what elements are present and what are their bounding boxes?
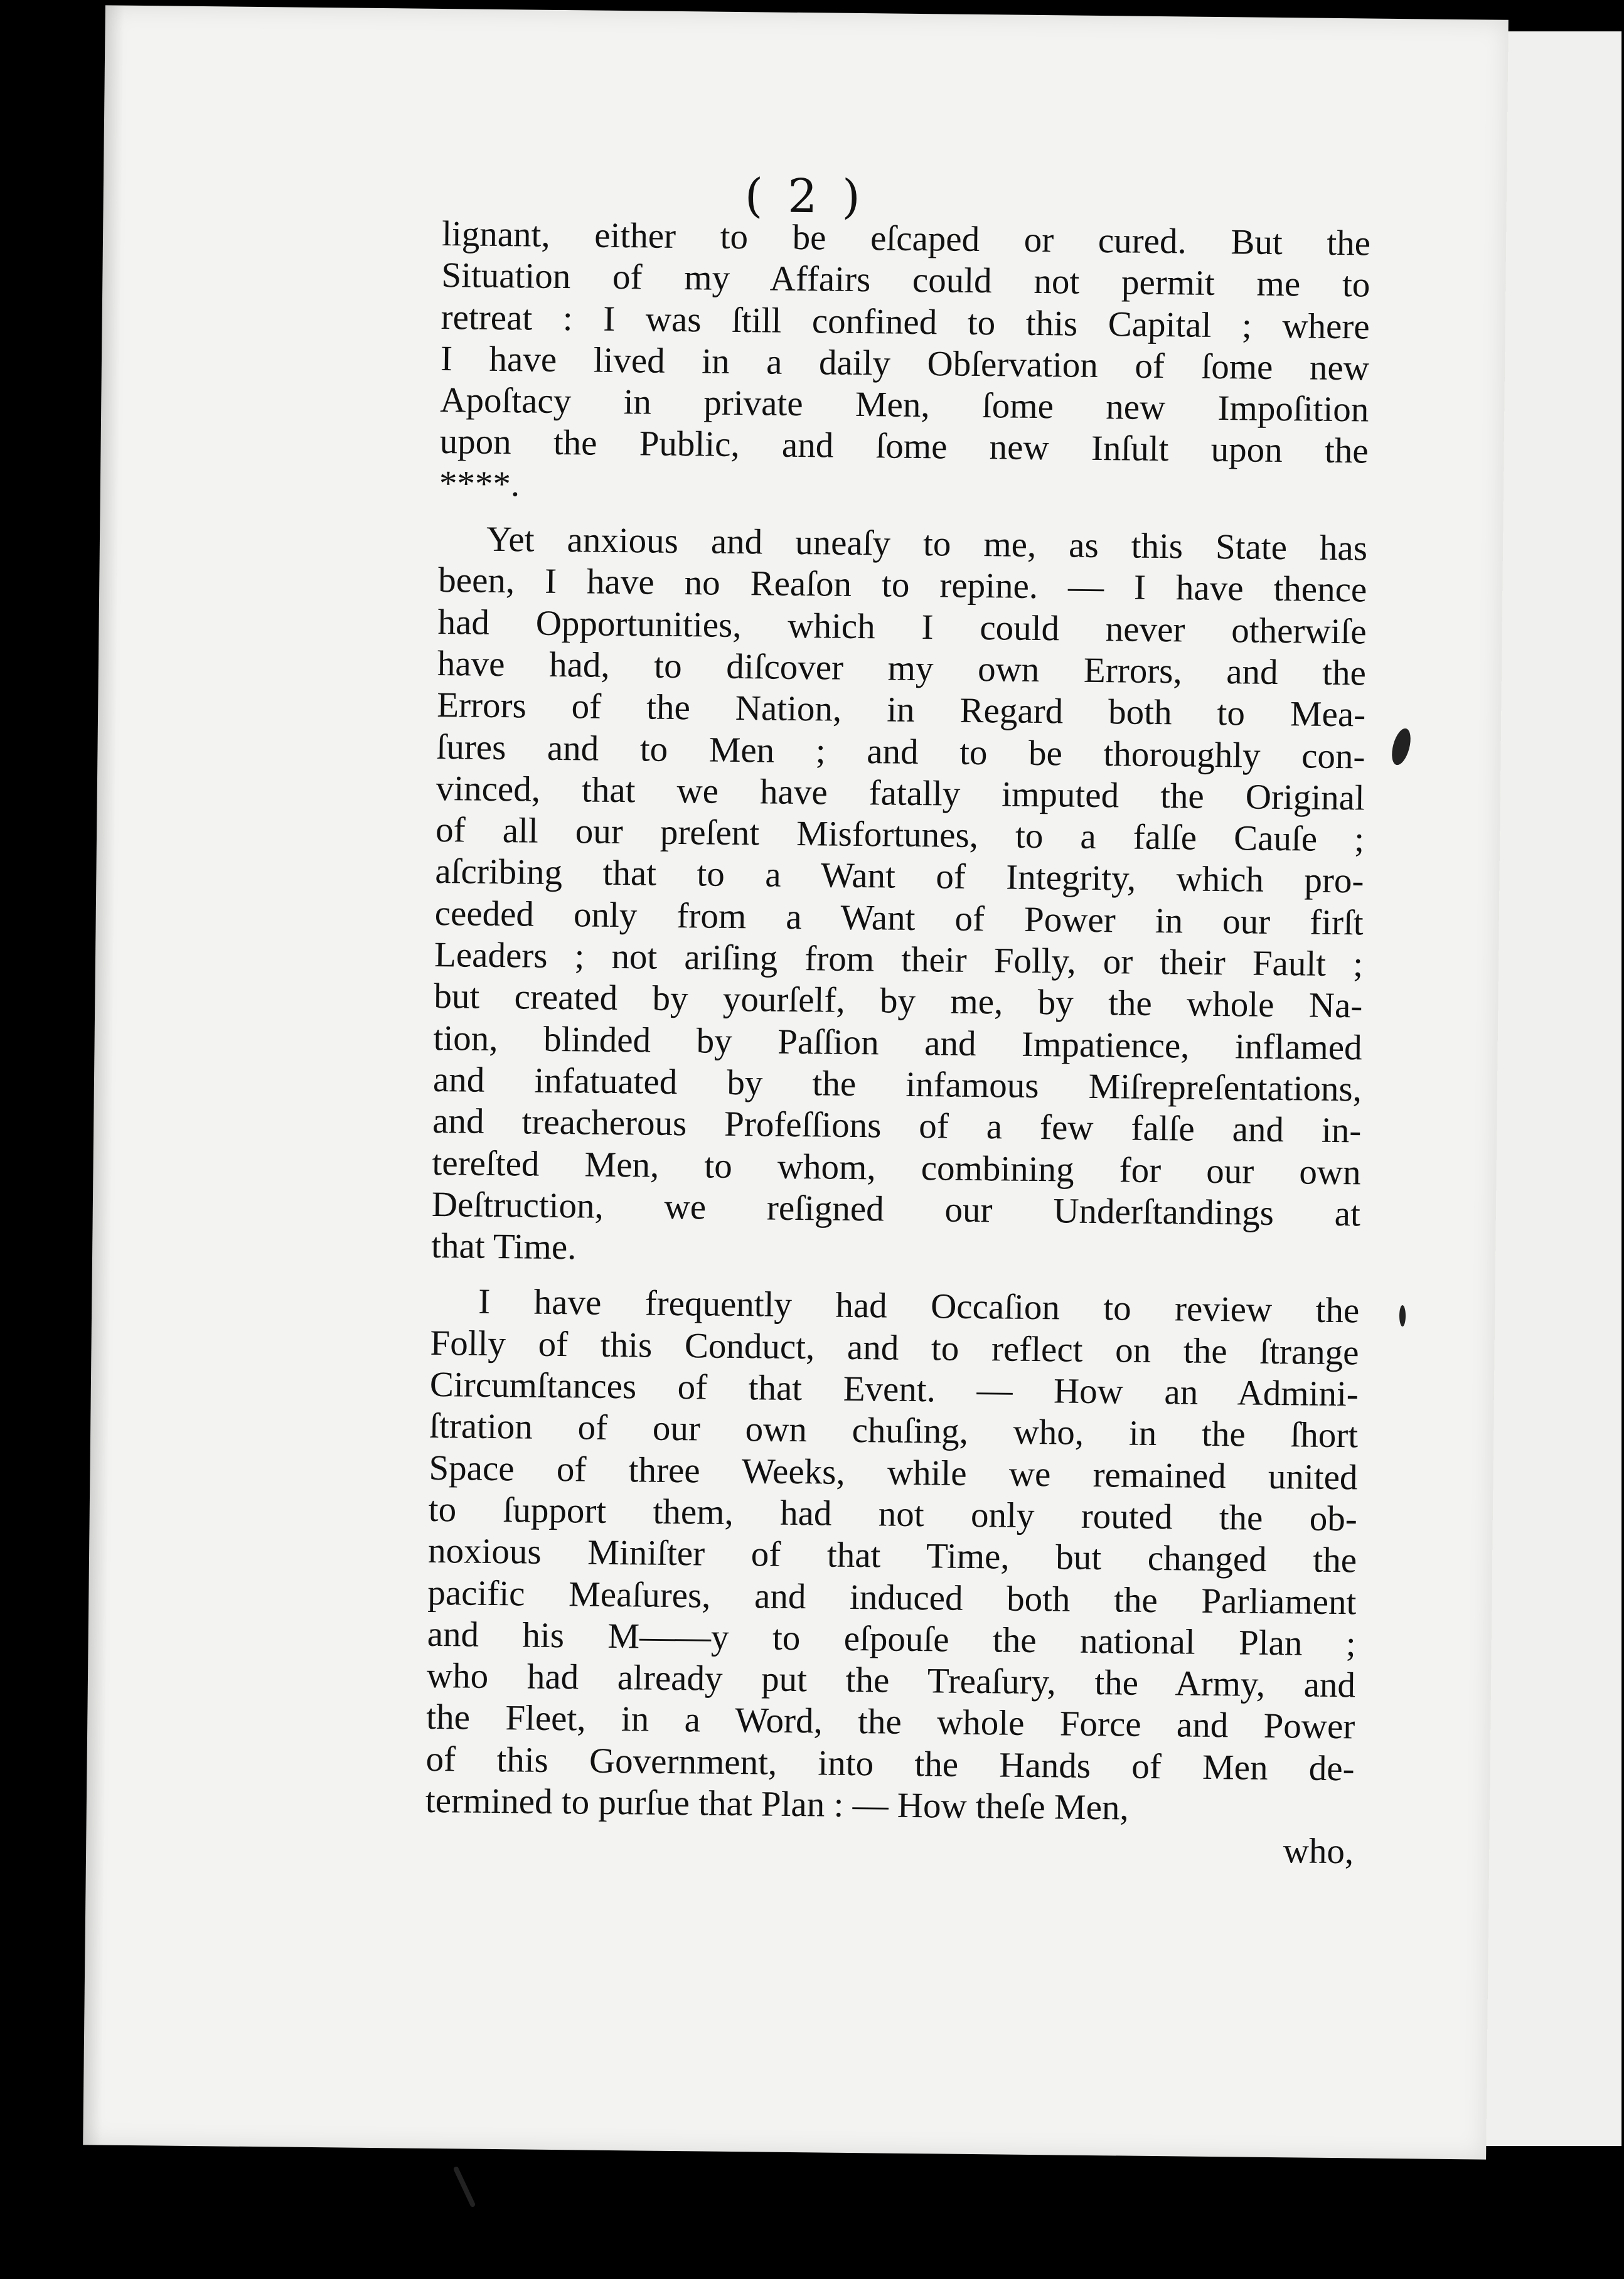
text-line: Circumſtances of that Event. — How an Admini- [429,1364,1359,1414]
text-line: aſcribing that to a Want of Integrity, which pro- [435,851,1364,901]
text-line: Yet anxious and uneaſy to me, as this State has [486,519,1368,568]
text-line: and his M——y to eſpouſe the national Plan ; [427,1614,1357,1664]
ink-speck [453,2166,476,2208]
text-line: retreat : I was ſtill confined to this Capital ; where [441,297,1370,347]
text-line: and infatuated by the infamous Miſrepreſentations, [432,1059,1362,1109]
text-line: tion, blinded by Paſſion and Impatience, inflamed [433,1018,1362,1068]
text-line: ceeded only from a Want of Power in our firſt [434,893,1364,943]
text-line: have had, to diſcover my own Errors, and the [437,643,1367,693]
text-line: Folly of this Conduct, and to reflect on the ſtrange [430,1323,1359,1373]
body-text [425,213,1370,1873]
text-line: who had already put the Treaſury, the Army, and [426,1655,1356,1705]
text-line: and treacherous Profeſſions of a few falſe and in- [432,1101,1362,1151]
text-line: to ſupport them, had not only routed the ob- [428,1489,1358,1539]
text-line: had Opportunities, which I could never otherwiſe [437,602,1367,652]
text-line: been, I have no Reaſon to repine. — I have thence [438,560,1367,610]
text-line: Errors of the Nation, in Regard both to Mea- [436,685,1366,735]
text-line: that Time. [430,1226,577,1268]
text-line: of this Government, into the Hands of Men de- [425,1739,1355,1789]
text-line: but created by yourſelf, by me, by the whole Na- [434,976,1363,1026]
text-line: Apoſtacy in private Men, ſome new Impoſition [440,380,1369,430]
text-line: vinced, that we have fatally imputed the Original [435,768,1365,818]
text-line: Space of three Weeks, while we remained united [429,1448,1358,1498]
page-number: ( 2 ) [744,169,866,225]
text-line: ſures and to Men ; and to be thoroughly con- [436,727,1365,777]
text-line: upon the Public, and ſome new Inſult upon the [439,422,1369,471]
text-line: pacific Meaſures, and induced both the Parliament [427,1572,1357,1622]
text-line: termined to purſue that Plan : — How theſe Men, [425,1780,1130,1828]
text-line: I have lived in a daily Obſervation of ſome new [440,338,1370,388]
text-line: of all our preſent Misfortunes, to a falſe Cauſe ; [435,810,1365,860]
document-page [83,5,1509,2159]
text-line: ſtration of our own chuſing, who, in the ſhort [429,1406,1359,1456]
text-line: I have frequently had Occaſion to review the [478,1282,1360,1331]
text-line: ****. [439,463,520,504]
text-line: the Fleet, in a Word, the whole Force and Power [426,1697,1355,1747]
text-line: Situation of my Affairs could not permit me to [441,255,1370,305]
ink-speck [1399,1305,1406,1326]
text-line: noxious Miniſter of that Time, but changed the [427,1531,1357,1581]
text-line: Leaders ; not ariſing from their Folly, or their Fault ; [434,935,1364,985]
catchword: who, [1283,1831,1354,1872]
text-line: lignant, either to be eſcaped or cured. But the [441,214,1371,264]
text-line: tereſted Men, to whom, combining for our own [432,1143,1361,1192]
text-line: Deſtruction, we reſigned our Underſtandings at [431,1184,1361,1234]
